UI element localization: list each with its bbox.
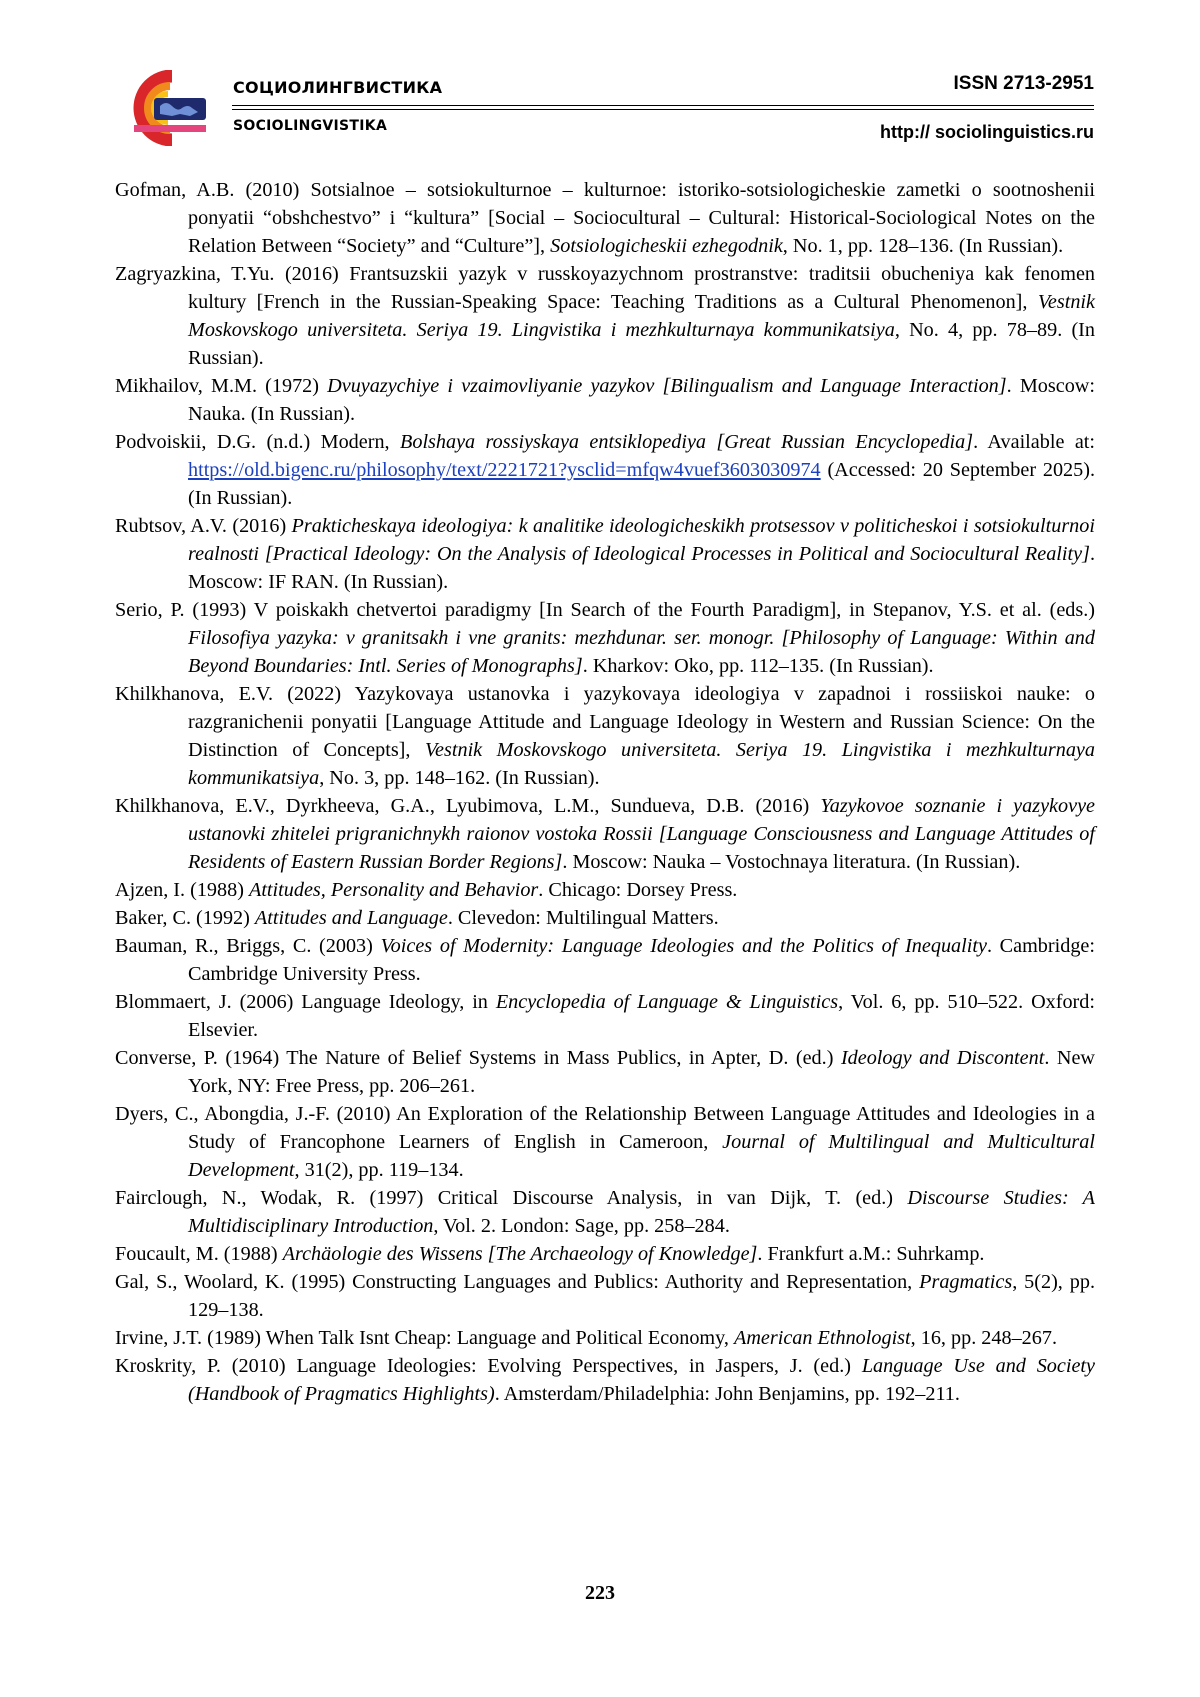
reference-entry: [115, 932, 1095, 988]
journal-title-en: SOCIOLINGVISTIKA: [233, 118, 388, 134]
page-header: [114, 70, 1094, 154]
reference-entry: [115, 1184, 1095, 1240]
reference-source-title: Attitudes, Personality and Behavior: [248, 879, 539, 901]
reference-source-title: Yazykovoe soznanie i yazykovye ustanovki zhitelei prigranichnykh raionov vostoka Rossii [Language Consciousness and Language Attitudes of Residents of Eastern Russian Border Regions]: [188, 795, 1095, 873]
reference-source-title: Discourse Studies: A Multidisciplinary Introduction: [188, 1187, 1095, 1237]
reference-text: Rubtsov, A.V. (2016): [115, 515, 292, 537]
reference-text: Converse, P. (1964) The Nature of Belief Systems in Mass Publics, in Apter, D. (ed.): [115, 1047, 841, 1069]
reference-source-title: Ideology and Discontent: [840, 1047, 1045, 1069]
reference-source-title: Journal of Multilingual and Multicultural Development: [188, 1131, 1095, 1181]
reference-text: , Vol. 2. London: Sage, pp. 258–284.: [433, 1215, 730, 1237]
reference-text: , 31(2), pp. 119–134.: [294, 1159, 464, 1181]
reference-entry: [115, 428, 1095, 512]
reference-entry: [115, 372, 1095, 428]
reference-source-title: American Ethnologist: [734, 1327, 911, 1349]
reference-text: Ajzen, I. (1988): [115, 879, 249, 901]
reference-entry: [115, 1268, 1095, 1324]
reference-text: . Available at:: [973, 431, 1095, 453]
reference-source-title: Filosofiya yazyka: v granitsakh i vne granits: mezhdunar. ser. monogr. [Philosophy of Language: Within and Beyond Boundaries: Intl. Series of Monographs]: [188, 627, 1095, 677]
reference-text: Khilkhanova, E.V. (2022) Yazykovaya ustanovka i yazykovaya ideologiya v zapadnoi i rossiiskoi nauke: o razgranichenii ponyatii [Language Attitude and Language Ideology in Western and Russian Science: On the Distinction of Concepts],: [115, 683, 1095, 761]
reference-source-title: Vestnik Moskovskogo universiteta. Seriya 19. Lingvistika i mezhkulturnaya kommunikatsiya: [188, 739, 1095, 789]
reference-entry: [115, 260, 1095, 372]
reference-text: Blommaert, J. (2006) Language Ideology, in: [115, 991, 496, 1013]
reference-source-title: Bolshaya rossiyskaya entsiklopediya [Great Russian Encyclopedia]: [400, 431, 974, 453]
reference-list: [115, 176, 1095, 1408]
reference-text: , 5(2), pp. 129–138.: [188, 1271, 1095, 1321]
reference-link[interactable]: https://old.bigenc.ru/philosophy/text/2221721?ysclid=mfqw4vuef3603030974: [188, 459, 821, 481]
reference-source-title: Encyclopedia of Language & Linguistics: [495, 991, 839, 1013]
reference-text: Bauman, R., Briggs, C. (2003): [115, 935, 381, 957]
reference-text: Gal, S., Woolard, K. (1995) Constructing Languages and Publics: Authority and Representation,: [115, 1271, 920, 1293]
reference-text: Fairclough, N., Wodak, R. (1997) Critical Discourse Analysis, in van Dijk, T. (ed.): [115, 1187, 908, 1209]
reference-entry: [115, 988, 1095, 1044]
reference-text: . Chicago: Dorsey Press.: [538, 879, 738, 901]
reference-entry: [115, 792, 1095, 876]
reference-text: Kroskrity, P. (2010) Language Ideologies: Evolving Perspectives, in Jaspers, J. (ed.): [115, 1355, 862, 1377]
reference-text: . Moscow: IF RAN. (In Russian).: [188, 543, 1095, 593]
issn-label: ISSN 2713-2951: [953, 73, 1094, 94]
reference-text: , No. 4, pp. 78–89. (In Russian).: [188, 319, 1095, 369]
reference-text: . Clevedon: Multilingual Matters.: [447, 907, 719, 929]
reference-source-title: Prakticheskaya ideologiya: k analitike ideologicheskikh protsessov v politicheskoi i sotsiokulturnoi realnosti [Practical Ideology: On the Analysis of Ideological Processes in Political and Sociocultural Reality]: [188, 515, 1095, 565]
reference-text: . Amsterdam/Philadelphia: John Benjamins, pp. 192–211.: [494, 1383, 960, 1405]
reference-text: . Kharkov: Oko, pp. 112–135. (In Russian).: [582, 655, 934, 677]
reference-text: Zagryazkina, T.Yu. (2016) Frantsuzskii yazyk v russkoyazychnom prostranstve: traditsii obucheniya kak fenomen kultury [French in the Russian-Speaking Space: Teaching Traditions as a Cultural Phenomenon],: [115, 263, 1095, 313]
reference-text: Baker, C. (1992): [115, 907, 255, 929]
reference-source-title: Vestnik Moskovskogo universiteta. Seriya 19. Lingvistika i mezhkulturnaya kommunikatsiya: [188, 291, 1095, 341]
reference-text: Dyers, C., Abongdia, J.-F. (2010) An Exploration of the Relationship Between Language Attitudes and Ideologies in a Study of Francophone Learners of English in Cameroon,: [115, 1103, 1095, 1153]
reference-text: . Frankfurt a.M.: Suhrkamp.: [757, 1243, 985, 1265]
reference-source-title: Language Use and Society (Handbook of Pragmatics Highlights): [188, 1355, 1095, 1405]
reference-source-title: Sotsiologicheskii ezhegodnik: [550, 235, 783, 257]
page-number: 223: [585, 1582, 615, 1604]
reference-text: . Cambridge: Cambridge University Press.: [188, 935, 1095, 985]
reference-text: , 16, pp. 248–267.: [910, 1327, 1057, 1349]
reference-text: , No. 1, pp. 128–136. (In Russian).: [782, 235, 1064, 257]
reference-source-title: Archäologie des Wissens [The Archaeology of Knowledge]: [282, 1243, 758, 1265]
reference-entry: [115, 904, 1095, 932]
reference-entry: [115, 1324, 1095, 1352]
reference-text: Irvine, J.T. (1989) When Talk Isnt Cheap: Language and Political Economy,: [115, 1327, 735, 1349]
reference-text: Khilkhanova, E.V., Dyrkheeva, G.A., Lyubimova, L.M., Sundueva, D.B. (2016): [115, 795, 821, 817]
reference-source-title: Pragmatics: [919, 1271, 1013, 1293]
reference-text: . New York, NY: Free Press, pp. 206–261.: [188, 1047, 1095, 1097]
reference-text: Serio, P. (1993) V poiskakh chetvertoi paradigmy [In Search of the Fourth Paradigm], in Stepanov, Y.S. et al. (eds.): [115, 599, 1095, 621]
reference-entry: [115, 1240, 1095, 1268]
reference-entry: [115, 876, 1095, 904]
reference-entry: [115, 596, 1095, 680]
journal-logo: [114, 70, 214, 146]
reference-text: Gofman, A.B. (2010) Sotsialnoe – sotsiokulturnoe – kulturnoe: istoriko-sotsiologicheskie zametki o sootnoshenii ponyatii “obshchestvo” i “kultura” [Social – Sociocultural – Cultural: Historical-Sociological Notes on the Relation Between “Society” and “Culture”],: [115, 179, 1095, 257]
reference-text: , No. 3, pp. 148–162. (In Russian).: [319, 767, 600, 789]
reference-entry: [115, 512, 1095, 596]
reference-entry: [115, 1044, 1095, 1100]
reference-source-title: Voices of Modernity: Language Ideologies and the Politics of Inequality: [380, 935, 987, 957]
header-rule: [232, 105, 1094, 106]
journal-url[interactable]: http:// sociolinguistics.ru: [879, 122, 1094, 142]
reference-entry: [115, 680, 1095, 792]
reference-text: , Vol. 6, pp. 510–522. Oxford: Elsevier.: [188, 991, 1095, 1041]
reference-text: . Moscow: Nauka. (In Russian).: [188, 375, 1095, 425]
reference-text: (Accessed: 20 September 2025). (In Russian).: [188, 459, 1095, 509]
reference-text: Podvoiskii, D.G. (n.d.) Modern,: [115, 431, 401, 453]
journal-title-ru: СОЦИОЛИНГВИСТИКА: [233, 78, 443, 97]
reference-source-title: Attitudes and Language: [254, 907, 448, 929]
reference-entry: [115, 1352, 1095, 1408]
reference-text: Foucault, M. (1988): [115, 1243, 283, 1265]
reference-text: Mikhailov, M.M. (1972): [115, 375, 328, 397]
reference-entry: [115, 176, 1095, 260]
reference-text: . Moscow: Nauka – Vostochnaya literatura. (In Russian).: [562, 851, 1021, 873]
reference-entry: [115, 1100, 1095, 1184]
header-rule-thin: [232, 109, 1094, 110]
reference-source-title: Dvuyazychiye i vzaimovliyanie yazykov [Bilingualism and Language Interaction]: [327, 375, 1007, 397]
